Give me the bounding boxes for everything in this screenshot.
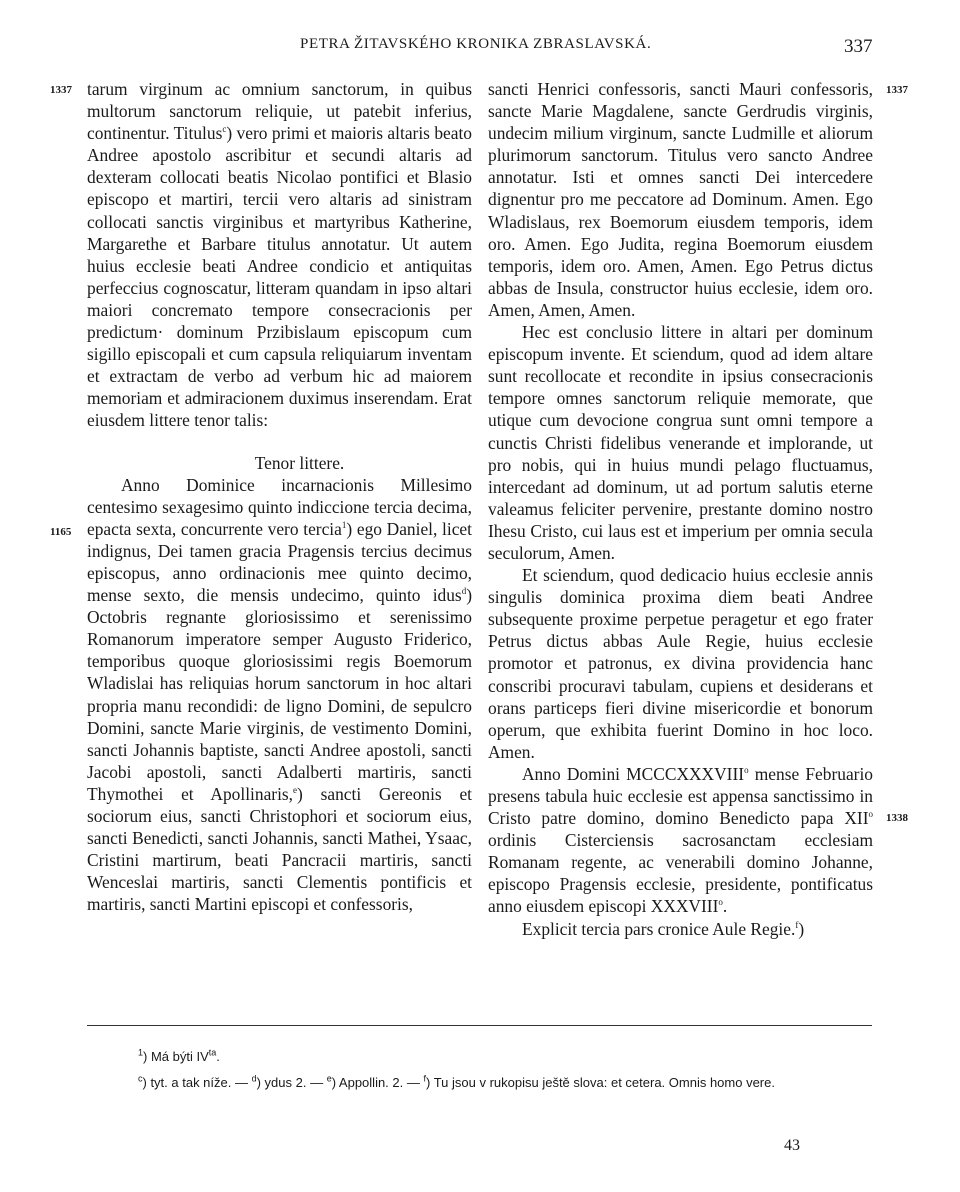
paragraph: Anno Dominice incarnacionis Millesimo centesimo sexagesimo quinto indiccione tercia decima, epacta sexta, concurrente vero tercia$^1$) ego Daniel, licet indignus, Dei tamen gracia Pragensis tercius decimus episcopus, anno ordinacionis mee quinto decimo, mense sexto, die mensis undecimo, quinto idus$^d$) Octobris regnante gloriosissimo et serenissimo Romanorum imperatore semper Augusto Friderico, temporibus quoque gloriosissimi regis Boemorum Wladislai has reliquias horum sanctorum in hoc altari propria manu recondidi: de ligno Domini, de sepulcro Domini, sancte Marie virginis, de vestimento Domini, sancti Johannis baptiste, sancti Andree apostoli, sancti Jacobi apostoli, sancti Adalberti martiris, sancti Thymothei et Apollinaris,$^e$) sancti Gereonis et sociorum eius, sancti Christophori et sociorum eius, sancti Benedicti, sancti Johannis, sancti Mathei, Ysaac, Cristini martirum, beati Pancracii martiris, sancti Wenceslai martiris, sancti Clementis pontificis et martiris, sancti Martini episcopi et confessoris,	[87, 474, 472, 915]
margin-year-1165-left: 1165	[50, 526, 72, 538]
right-column	[488, 78, 873, 940]
footnote-2: $^c$) tyt. a tak níže. — $^d$) ydus 2. — $^e$) Appollin. 2. — $^f$) Tu jsou v rukopisu ještě slova: et cetera. Omnis homo vere.	[138, 1073, 775, 1090]
margin-year-1337-left: 1337	[50, 84, 72, 96]
paragraph: Anno Domini MCCCXXXVIII$^o$ mense Februario presens tabula huic ecclesie est appensa sanctissimo in Cristo patre domino, domino Benedicto papa XII$^o$ ordinis Cisterciensis sacrosanctam ecclesiam Romanam regente, ac venerabili domino Johanne, episcopo Pragensis ecclesie, presidente, pontificatus anno eiusdem episcopi XXXVIII$^o$.	[488, 763, 873, 917]
paragraph: sancti Henrici confessoris, sancti Mauri confessoris, sancte Marie Magdalene, sancte Gerdrudis virginis, undecim milium virginum, sancte Ludmille et aliorum plurimorum sanctorum. Titulus vero sancto Andree annotatur. Isti et omnes sancti Dei intercedere dignentur pro me peccatore ad Dominum. Amen. Ego Wladislaus, rex Boemorum eiusdem temporis, idem oro. Amen. Ego Judita, regina Boemorum eiusdem temporis, idem oro. Amen, Amen. Ego Petrus dictus abbas de Insula, constructor huius ecclesie, idem oro. Amen, Amen, Amen.	[488, 79, 873, 320]
footnote-ref: d	[461, 586, 467, 597]
paragraph: tarum virginum ac omnium sanctorum, in quibus multorum sanctorum reliquie, ut patebit inferius, continentur. Titulus$^c$) vero primi et maioris altaris beato Andree apostolo ascribitur et secundi altaris ad dexteram collocati beatis Nicolao pontifici et Blasio episcopo et martiri, tercii vero altaris ad sinistram collocati sanctis virginibus et martyribus Katherine, Margarethe et Barbare titulus annotatur. Ut autem huius ecclesie beati Andree condicio et antiquitas perfeccius cognoscatur, litteram quandam in ipso altari maiori concremato tempore consecracionis per predictum· dominum Przibislaum episcopum cum sigillo episcopali et cum capsula reliquiarum inventam et extractam de verbo ad verbum hic ad maiorem memoriam et admiracionem duximus inserendam. Erat eiusdem littere tenor talis:	[87, 79, 472, 431]
footnote-1: $^1$) Má býti $IV^{ta}$.	[138, 1047, 220, 1064]
folio-number: 43	[784, 1137, 800, 1154]
footnote-divider	[87, 1025, 872, 1026]
margin-year-1337-right: 1337	[886, 84, 908, 96]
footnote-ref: c	[222, 124, 227, 135]
paragraph: Hec est conclusio littere in altari per dominum episcopum invente. Et sciendum, quod ad idem altare sunt recollocate et recondite in ipsius consecracionis tempore omnes sanctorum reliquie memorate, que utique cum devocione congrua sunt omni tempore a cunctis Christi fidelibus venerande et implorande, ut pro nobis, qui in huius mundi pelago fluctuamus, intercedant ad dominum, ut ad portum salutis eterne valeamus feliciter pervenire, prestante domino nostro Ihesu Cristo, cui laus est et imperium per omnia secula seculorum, Amen.	[488, 322, 873, 563]
paragraph: Et sciendum, quod dedicacio huius ecclesie annis singulis dominica proxima diem beati Andree subsequente proxime perpetue peragetur et ego frater Petrus dictus abbas Aule Regie, huius ecclesie promotor et patronus, ex divina providencia hanc conscribi procuravi tabulam, cupiens et desiderans et orans particeps fieri divine misericordie et bonorum operum, que exhibita fuerint Domino in hoc loco. Amen.	[488, 565, 873, 762]
left-column	[87, 78, 472, 915]
footnote-ref: 1	[341, 519, 347, 530]
ordinal-mark: o	[744, 765, 749, 776]
section-heading: Tenor littere.	[254, 452, 345, 473]
explicit-line: Explicit tercia pars cronice Aule Regie.$^f$)	[522, 918, 805, 939]
page-number: 337	[844, 36, 873, 57]
running-title: PETRA ŽITAVSKÉHO KRONIKA ZBRASLAVSKÁ.	[300, 36, 652, 52]
ordinal-mark: o	[718, 897, 723, 908]
ordinal-mark: o	[868, 809, 873, 820]
margin-year-1338-right: 1338	[886, 812, 908, 824]
footnote-ref: f	[795, 919, 799, 930]
footnote-ref: e	[293, 785, 298, 796]
